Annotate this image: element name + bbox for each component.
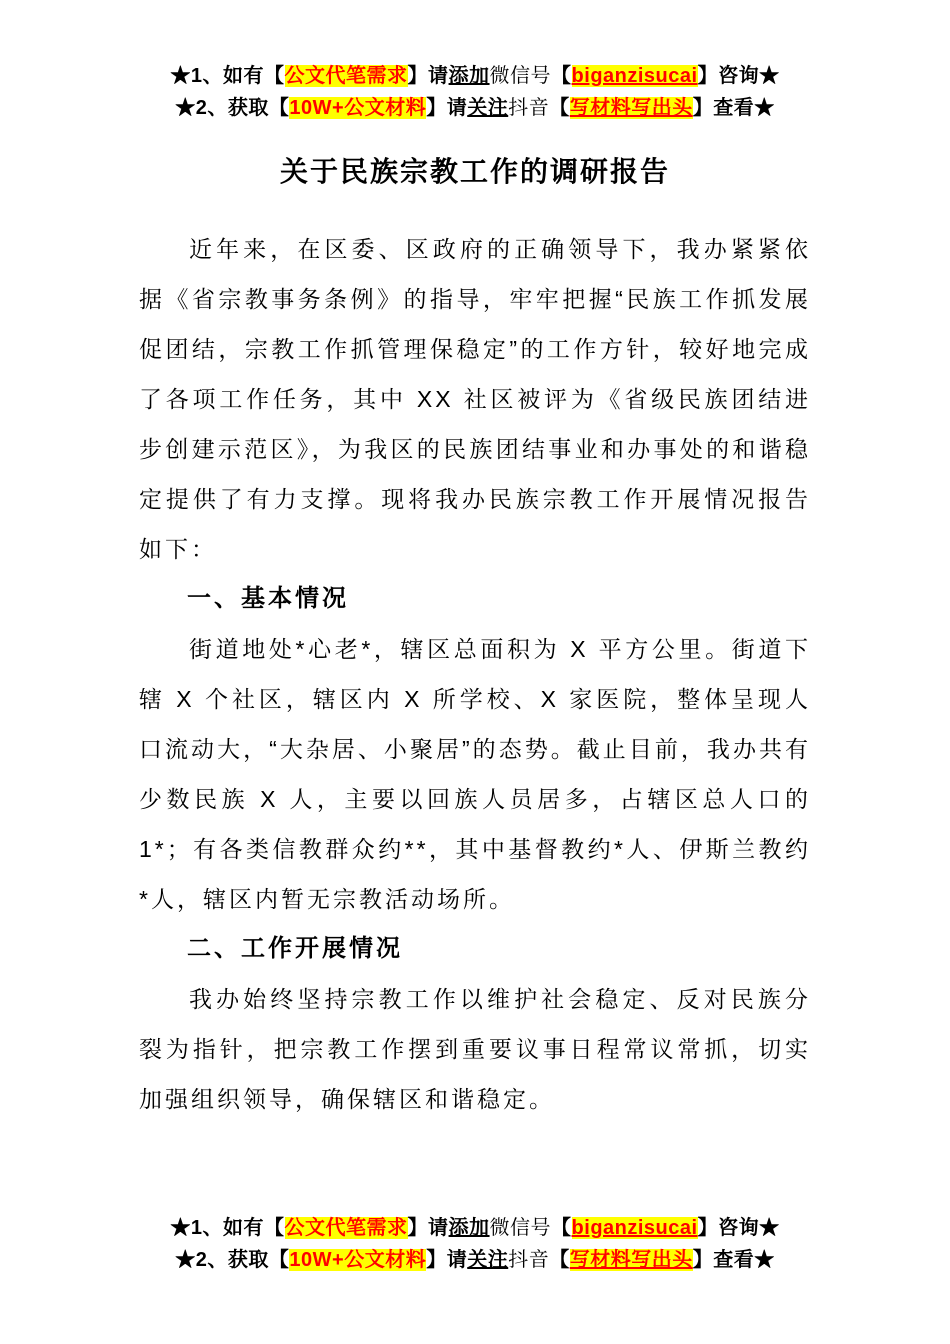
banner-underline-add: 添加: [448, 1217, 490, 1239]
header-banner-line-2: [0, 92, 950, 124]
banner-text: 】查看★: [692, 97, 775, 119]
banner-text: 】查看★: [692, 1249, 775, 1271]
document-content: [139, 224, 811, 1124]
section-heading-2: 二、工作开展情况: [187, 935, 403, 962]
paragraph: 近年来，在区委、区政府的正确领导下，我办紧紧依据《省宗教事务条例》的指导，牢牢把握“民族工作抓发展促团结，宗教工作抓管理保稳定”的工作方针，较好地完成了各项工作任务，其中 XX 社区被评为《省级民族团结进步创建示范区》，为我区的民族团结事业和办事处的和谐稳定提供了有力支撑。现将我办民族宗教工作开展情况报告如下：: [139, 236, 811, 562]
banner-underline-follow: 关注: [467, 1249, 509, 1271]
banner-wechat-id: biganzisucai: [571, 1217, 698, 1239]
banner-highlight-materials: 10W+公文材料: [289, 97, 427, 119]
banner-text: ★2、获取【: [175, 1249, 290, 1271]
banner-text: 】咨询★: [697, 65, 780, 87]
banner-text: ★1、如有【: [170, 1217, 285, 1239]
footer-banner-line-1: [0, 1212, 950, 1244]
paragraph: 我办始终坚持宗教工作以维护社会稳定、反对民族分裂为指针，把宗教工作摆到重要议事日程常议常抓，切实加强组织领导，确保辖区和谐稳定。: [139, 986, 811, 1112]
banner-text: 【: [549, 97, 570, 119]
banner-wechat-id: biganzisucai: [571, 65, 698, 87]
banner-underline-add: 添加: [448, 65, 490, 87]
banner-text: ★1、如有【: [170, 65, 285, 87]
paragraph: 街道地处*心老*，辖区总面积为 X 平方公里。街道下辖 X 个社区，辖区内 X 所学校、X 家医院，整体呈现人口流动大，“大杂居、小聚居”的态势。截止目前，我办共有少数民族 X 人，主要以回族人员居多，占辖区总人口的 1*；有各类信教群众约**，其中基督教约*人、伊斯兰教约*人，辖区内暂无宗教活动场所。: [139, 636, 811, 912]
footer-banner-line-2: [0, 1244, 950, 1276]
section-heading-1: 一、基本情况: [187, 585, 349, 612]
banner-text: 微信号: [489, 65, 552, 87]
banner-highlight-service: 公文代笔需求: [284, 1217, 408, 1239]
page-title: 关于民族宗教工作的调研报告: [279, 156, 670, 187]
banner-text: 抖音: [508, 1249, 550, 1271]
banner-text: 】请: [407, 1217, 449, 1239]
footer-banner: [0, 1212, 950, 1276]
banner-text: ★2、获取【: [175, 97, 290, 119]
banner-text: 】请: [426, 1249, 468, 1271]
banner-text: 抖音: [508, 97, 550, 119]
banner-text: 【: [551, 1217, 572, 1239]
banner-text: 微信号: [489, 1217, 552, 1239]
header-banner: [0, 0, 950, 124]
banner-text: 】请: [426, 97, 468, 119]
banner-douyin-id: 写材料写出头: [569, 97, 693, 119]
banner-text: 】咨询★: [697, 1217, 780, 1239]
banner-text: 【: [549, 1249, 570, 1271]
banner-underline-follow: 关注: [467, 97, 509, 119]
header-banner-line-1: [0, 60, 950, 92]
banner-text: 【: [551, 65, 572, 87]
banner-text: 】请: [407, 65, 449, 87]
banner-douyin-id: 写材料写出头: [569, 1249, 693, 1271]
banner-highlight-materials: 10W+公文材料: [289, 1249, 427, 1271]
banner-highlight-service: 公文代笔需求: [284, 65, 408, 87]
